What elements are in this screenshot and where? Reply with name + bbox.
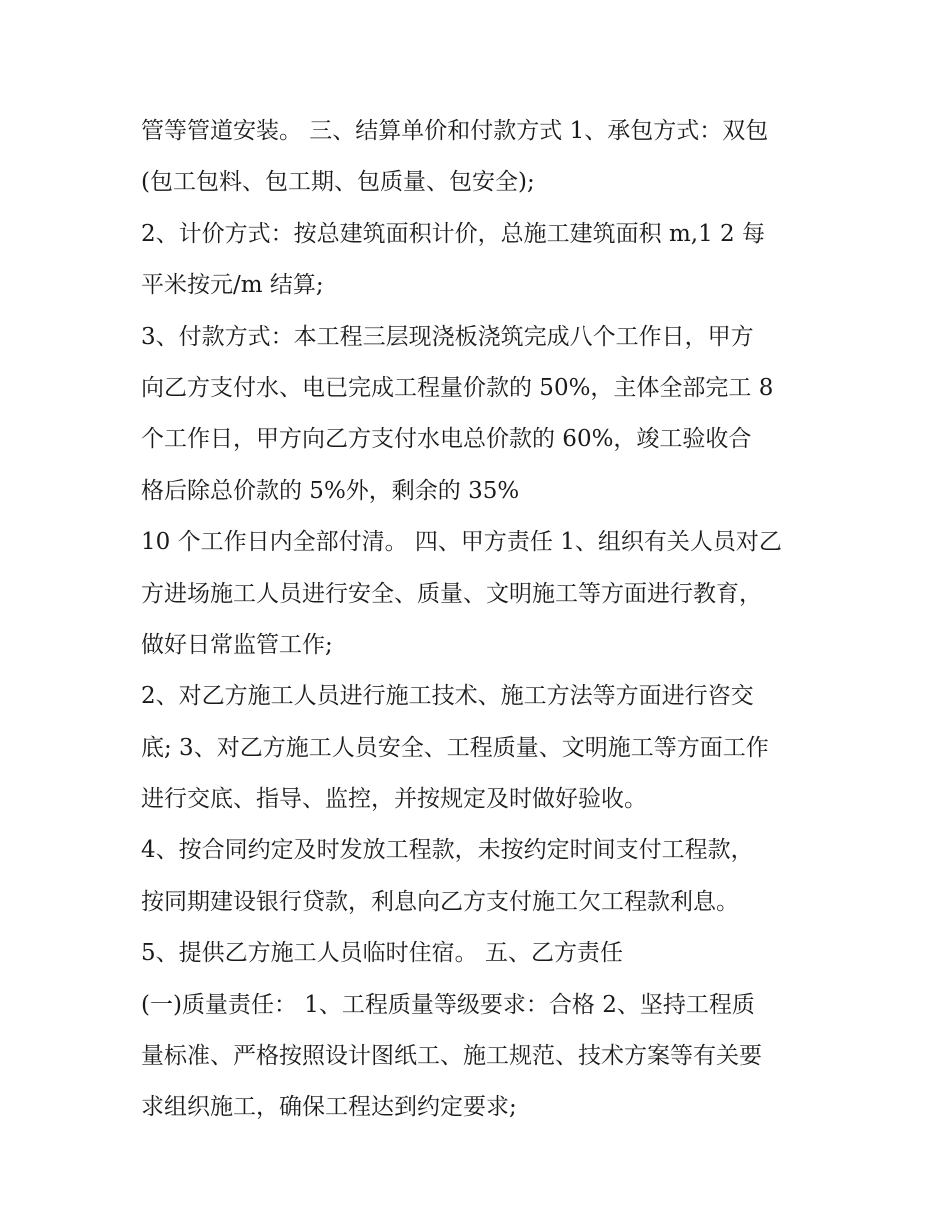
text-line: 管等管道安装。 三、结算单价和付款方式 1、承包方式：双包 <box>141 118 769 144</box>
text-line: 方进场施工人员进行安全、质量、文明施工等方面进行教育， <box>141 580 762 607</box>
text-line: 向乙方支付水、电已完成工程量价款的 50%，主体全部完工 8 <box>141 374 774 401</box>
text-line: 3、付款方式：本工程三层现浇板浇筑完成八个工作日，甲方 <box>141 323 754 350</box>
text-line: 进行交底、指导、监控，并按规定及时做好验收。 <box>141 786 647 813</box>
text-line: 个工作日，甲方向乙方支付水电总价款的 60%，竣工验收合 <box>141 426 752 453</box>
text-line: 底; 3、对乙方施工人员安全、工程质量、文明施工等方面工作 <box>141 734 769 761</box>
text-line: 做好日常监管工作; <box>141 631 333 658</box>
text-line: 格后除总价款的 5%外，剩余的 35% <box>141 477 520 504</box>
text-line: 10 个工作日内全部付清。 四、甲方责任 1、组织有关人员对乙 <box>141 529 782 556</box>
text-line: 量标准、严格按照设计图纸工、施工规范、技术方案等有关要 <box>141 1043 762 1070</box>
text-line: 平米按元/m 结算; <box>141 272 324 299</box>
text-line: 5、提供乙方施工人员临时住宿。 五、乙方责任 <box>141 940 623 967</box>
text-line: (包工包料、包工期、包质量、包安全); <box>141 169 535 196</box>
text-line: 2、对乙方施工人员进行施工技术、施工方法等方面进行咨交 <box>141 683 754 710</box>
document-body <box>141 106 821 1134</box>
text-line: 2、计价方式：按总建筑面积计价，总施工建筑面积 m,1 2 每 <box>141 220 765 247</box>
text-line: 求组织施工，确保工程达到约定要求; <box>141 1094 517 1121</box>
text-line: 按同期建设银行贷款，利息向乙方支付施工欠工程款利息。 <box>141 888 739 915</box>
text-line: (一)质量责任： 1、工程质量等级要求：合格 2、坚持工程质 <box>141 991 755 1018</box>
text-line: 4、按合同约定及时发放工程款，未按约定时间支付工程款， <box>141 837 754 864</box>
